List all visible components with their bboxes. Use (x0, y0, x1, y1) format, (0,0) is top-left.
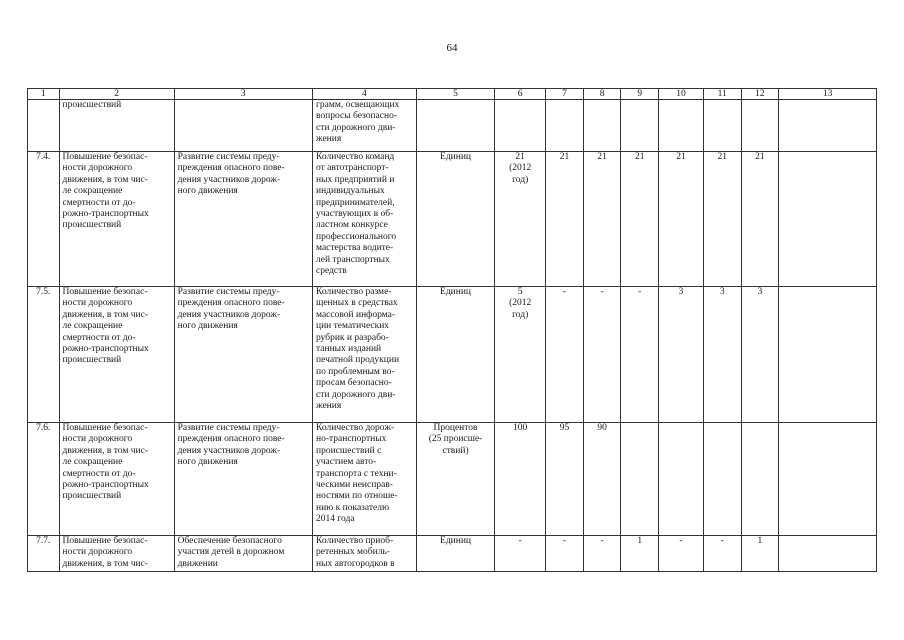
table-row (28, 152, 877, 287)
table-row (28, 423, 877, 536)
value-cell (621, 100, 659, 152)
goal-cell: происшествий (59, 100, 174, 152)
value-cell: 3 (659, 287, 704, 423)
column-header: 4 (313, 89, 417, 100)
column-header: 8 (583, 89, 621, 100)
value-cell (741, 100, 779, 152)
column-header: 10 (659, 89, 704, 100)
indicator-cell: Количество команд от автотранспорт- ных предприятий и индивидуальных предпринимателей, участвующих в об- ластном конкурсе профессионального мастерства водите- лей транспортных средств (313, 152, 417, 287)
column-header: 5 (416, 89, 494, 100)
value-cell (546, 100, 584, 152)
goal-cell: Повышение безопас- ности дорожного движения, в том чис- ле сокращение смертности от до- рожно-транспортных происшествий (59, 423, 174, 536)
task-cell: Развитие системы преду- преждения опасного пове- дения участников дорож- ного движения (174, 152, 312, 287)
indicator-cell: Количество дорож- но-транспортных происшествий с участием авто- транспорта с техни- ческими неисправ- ностями по отноше- нию к показателю 2014 года (313, 423, 417, 536)
value-cell: 1 (741, 536, 779, 572)
value-cell: 21 (659, 152, 704, 287)
unit-cell: Единиц (416, 287, 494, 423)
value-cell: 1 (621, 536, 659, 572)
value-cell (779, 536, 877, 572)
row-number-cell: 7.4. (28, 152, 60, 287)
goal-cell: Повышение безопас- ности дорожного движения, в том чис- ле сокращение смертности от до- рожно-транспортных происшествий (59, 287, 174, 423)
value-cell (659, 100, 704, 152)
value-cell (779, 152, 877, 287)
base-value-cell: 5 (2012 год) (495, 287, 546, 423)
column-header: 13 (779, 89, 877, 100)
table-row (28, 287, 877, 423)
value-cell: - (546, 287, 584, 423)
unit-cell: Процентов (25 происше- ствий) (416, 423, 494, 536)
base-value-cell: - (495, 536, 546, 572)
value-cell: 21 (546, 152, 584, 287)
column-header: 6 (495, 89, 546, 100)
task-cell (174, 100, 312, 152)
value-cell: - (583, 536, 621, 572)
indicators-table (27, 88, 877, 572)
column-header: 1 (28, 89, 60, 100)
value-cell: - (703, 536, 741, 572)
row-number-cell (28, 100, 60, 152)
column-header: 2 (59, 89, 174, 100)
base-value-cell: 100 (495, 423, 546, 536)
column-number-row (28, 89, 877, 100)
row-number-cell: 7.5. (28, 287, 60, 423)
value-cell (703, 423, 741, 536)
indicator-cell: Количество разме- щенных в средствах массовой информа- ции тематических рубрик и разрабо- танных изданий печатной продукции по проблемным во- просам безопасно- сти дорожного дви- жения (313, 287, 417, 423)
value-cell: - (546, 536, 584, 572)
column-header: 9 (621, 89, 659, 100)
row-number-cell: 7.7. (28, 536, 60, 572)
value-cell (703, 100, 741, 152)
base-value-cell: 21 (2012 год) (495, 152, 546, 287)
column-header: 3 (174, 89, 312, 100)
value-cell (779, 287, 877, 423)
value-cell (779, 423, 877, 536)
table-row (28, 536, 877, 572)
value-cell: 3 (741, 287, 779, 423)
column-header: 12 (741, 89, 779, 100)
unit-cell (416, 100, 494, 152)
value-cell: - (621, 287, 659, 423)
table-row (28, 100, 877, 152)
value-cell: 3 (703, 287, 741, 423)
value-cell: 90 (583, 423, 621, 536)
value-cell (779, 100, 877, 152)
page-number: 64 (446, 42, 458, 54)
value-cell: 21 (621, 152, 659, 287)
column-header: 11 (703, 89, 741, 100)
value-cell: - (583, 287, 621, 423)
task-cell: Развитие системы преду- преждения опасного пове- дения участников дорож- ного движения (174, 287, 312, 423)
value-cell (741, 423, 779, 536)
value-cell: 21 (703, 152, 741, 287)
value-cell (621, 423, 659, 536)
indicator-cell: грамм, освещающих вопросы безопасно- сти дорожного дви- жения (313, 100, 417, 152)
value-cell: 21 (741, 152, 779, 287)
column-header: 7 (546, 89, 584, 100)
value-cell: - (659, 536, 704, 572)
goal-cell: Повышение безопас- ности дорожного движения, в том чис- (59, 536, 174, 572)
value-cell (583, 100, 621, 152)
indicator-cell: Количество приоб- ретенных мобиль- ных автогородков в (313, 536, 417, 572)
task-cell: Развитие системы преду- преждения опасного пове- дения участников дорож- ного движения (174, 423, 312, 536)
unit-cell: Единиц (416, 152, 494, 287)
base-value-cell (495, 100, 546, 152)
value-cell: 21 (583, 152, 621, 287)
task-cell: Обеспечение безопасного участия детей в дорожном движении (174, 536, 312, 572)
row-number-cell: 7.6. (28, 423, 60, 536)
unit-cell: Единиц (416, 536, 494, 572)
value-cell (659, 423, 704, 536)
goal-cell: Повышение безопас- ности дорожного движения, в том чис- ле сокращение смертности от до- рожно-транспортных происшествий (59, 152, 174, 287)
value-cell: 95 (546, 423, 584, 536)
